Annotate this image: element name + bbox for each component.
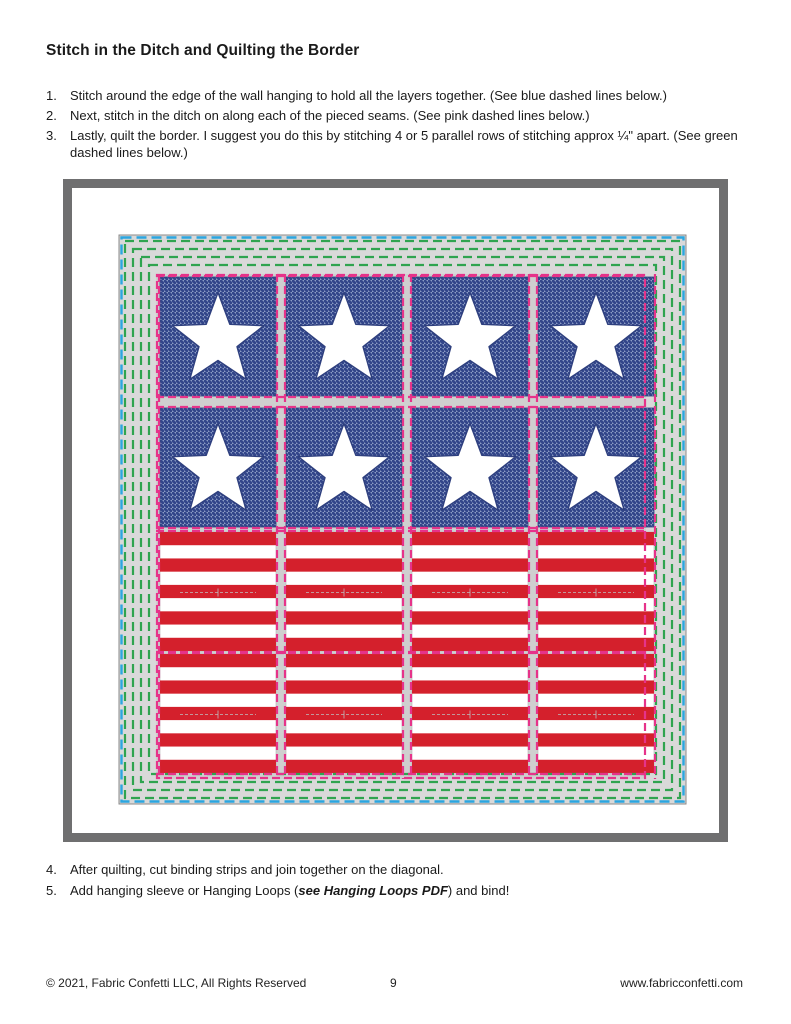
red-stripe bbox=[160, 654, 276, 667]
footer-page-number: 9 bbox=[390, 976, 397, 990]
red-stripe bbox=[286, 611, 402, 624]
step-number: 1. bbox=[46, 88, 57, 103]
step-text-before: Add hanging sleeve or Hanging Loops ( bbox=[70, 883, 299, 898]
step-text bbox=[70, 883, 509, 898]
step-text-after: ) and bind! bbox=[447, 883, 510, 898]
red-stripe bbox=[160, 558, 276, 571]
red-stripe bbox=[538, 733, 654, 746]
red-stripe bbox=[160, 611, 276, 624]
step-number: 2. bbox=[46, 108, 57, 123]
red-stripe bbox=[160, 638, 276, 651]
red-stripe bbox=[412, 654, 528, 667]
red-stripe bbox=[160, 680, 276, 693]
instruction-list-bottom bbox=[46, 861, 766, 903]
step-text: After quilting, cut binding strips and join together on the diagonal. bbox=[70, 862, 444, 877]
red-stripe bbox=[538, 611, 654, 624]
footer-copyright: © 2021, Fabric Confetti LLC, All Rights Reserved bbox=[46, 976, 307, 990]
red-stripe bbox=[538, 654, 654, 667]
quilt-illustration-frame bbox=[63, 179, 728, 842]
step-number: 4. bbox=[46, 862, 57, 877]
page-title: Stitch in the Ditch and Quilting the Border bbox=[46, 42, 360, 59]
step-text: Next, stitch in the ditch on along each of the pieced seams. (See pink dashed lines below.) bbox=[70, 108, 590, 123]
hanging-loops-pdf-reference: see Hanging Loops PDF bbox=[298, 883, 448, 898]
red-stripe bbox=[286, 680, 402, 693]
red-stripe bbox=[160, 532, 276, 545]
red-stripe bbox=[160, 733, 276, 746]
red-stripe bbox=[412, 733, 528, 746]
list-item bbox=[46, 882, 766, 899]
red-stripe bbox=[160, 760, 276, 773]
step-text: Stitch around the edge of the wall hanging to hold all the layers together. (See blue dashed lines below.) bbox=[70, 88, 667, 103]
step-number: 5. bbox=[46, 883, 57, 898]
red-stripe bbox=[286, 760, 402, 773]
red-stripe bbox=[538, 558, 654, 571]
red-stripe bbox=[286, 654, 402, 667]
footer-website: www.fabricconfetti.com bbox=[620, 976, 743, 990]
red-stripe bbox=[412, 611, 528, 624]
step-text: Lastly, quilt the border. I suggest you do this by stitching 4 or 5 parallel rows of stitching approx ¼" apart. (See green dashed lines below.) bbox=[70, 128, 738, 160]
red-stripe bbox=[538, 760, 654, 773]
red-stripe bbox=[412, 760, 528, 773]
instruction-list-top bbox=[46, 87, 766, 164]
red-stripe bbox=[538, 638, 654, 651]
list-item bbox=[46, 861, 766, 878]
red-stripe bbox=[412, 680, 528, 693]
red-stripe bbox=[286, 638, 402, 651]
red-stripe bbox=[538, 680, 654, 693]
quilt-diagram bbox=[72, 188, 719, 833]
red-stripe bbox=[412, 638, 528, 651]
red-stripe bbox=[538, 532, 654, 545]
red-stripe bbox=[412, 532, 528, 545]
red-stripe bbox=[286, 733, 402, 746]
list-item bbox=[46, 87, 766, 104]
red-stripe bbox=[286, 558, 402, 571]
red-stripe bbox=[286, 532, 402, 545]
list-item bbox=[46, 127, 766, 161]
red-stripe bbox=[412, 558, 528, 571]
list-item bbox=[46, 107, 766, 124]
step-number: 3. bbox=[46, 128, 57, 143]
